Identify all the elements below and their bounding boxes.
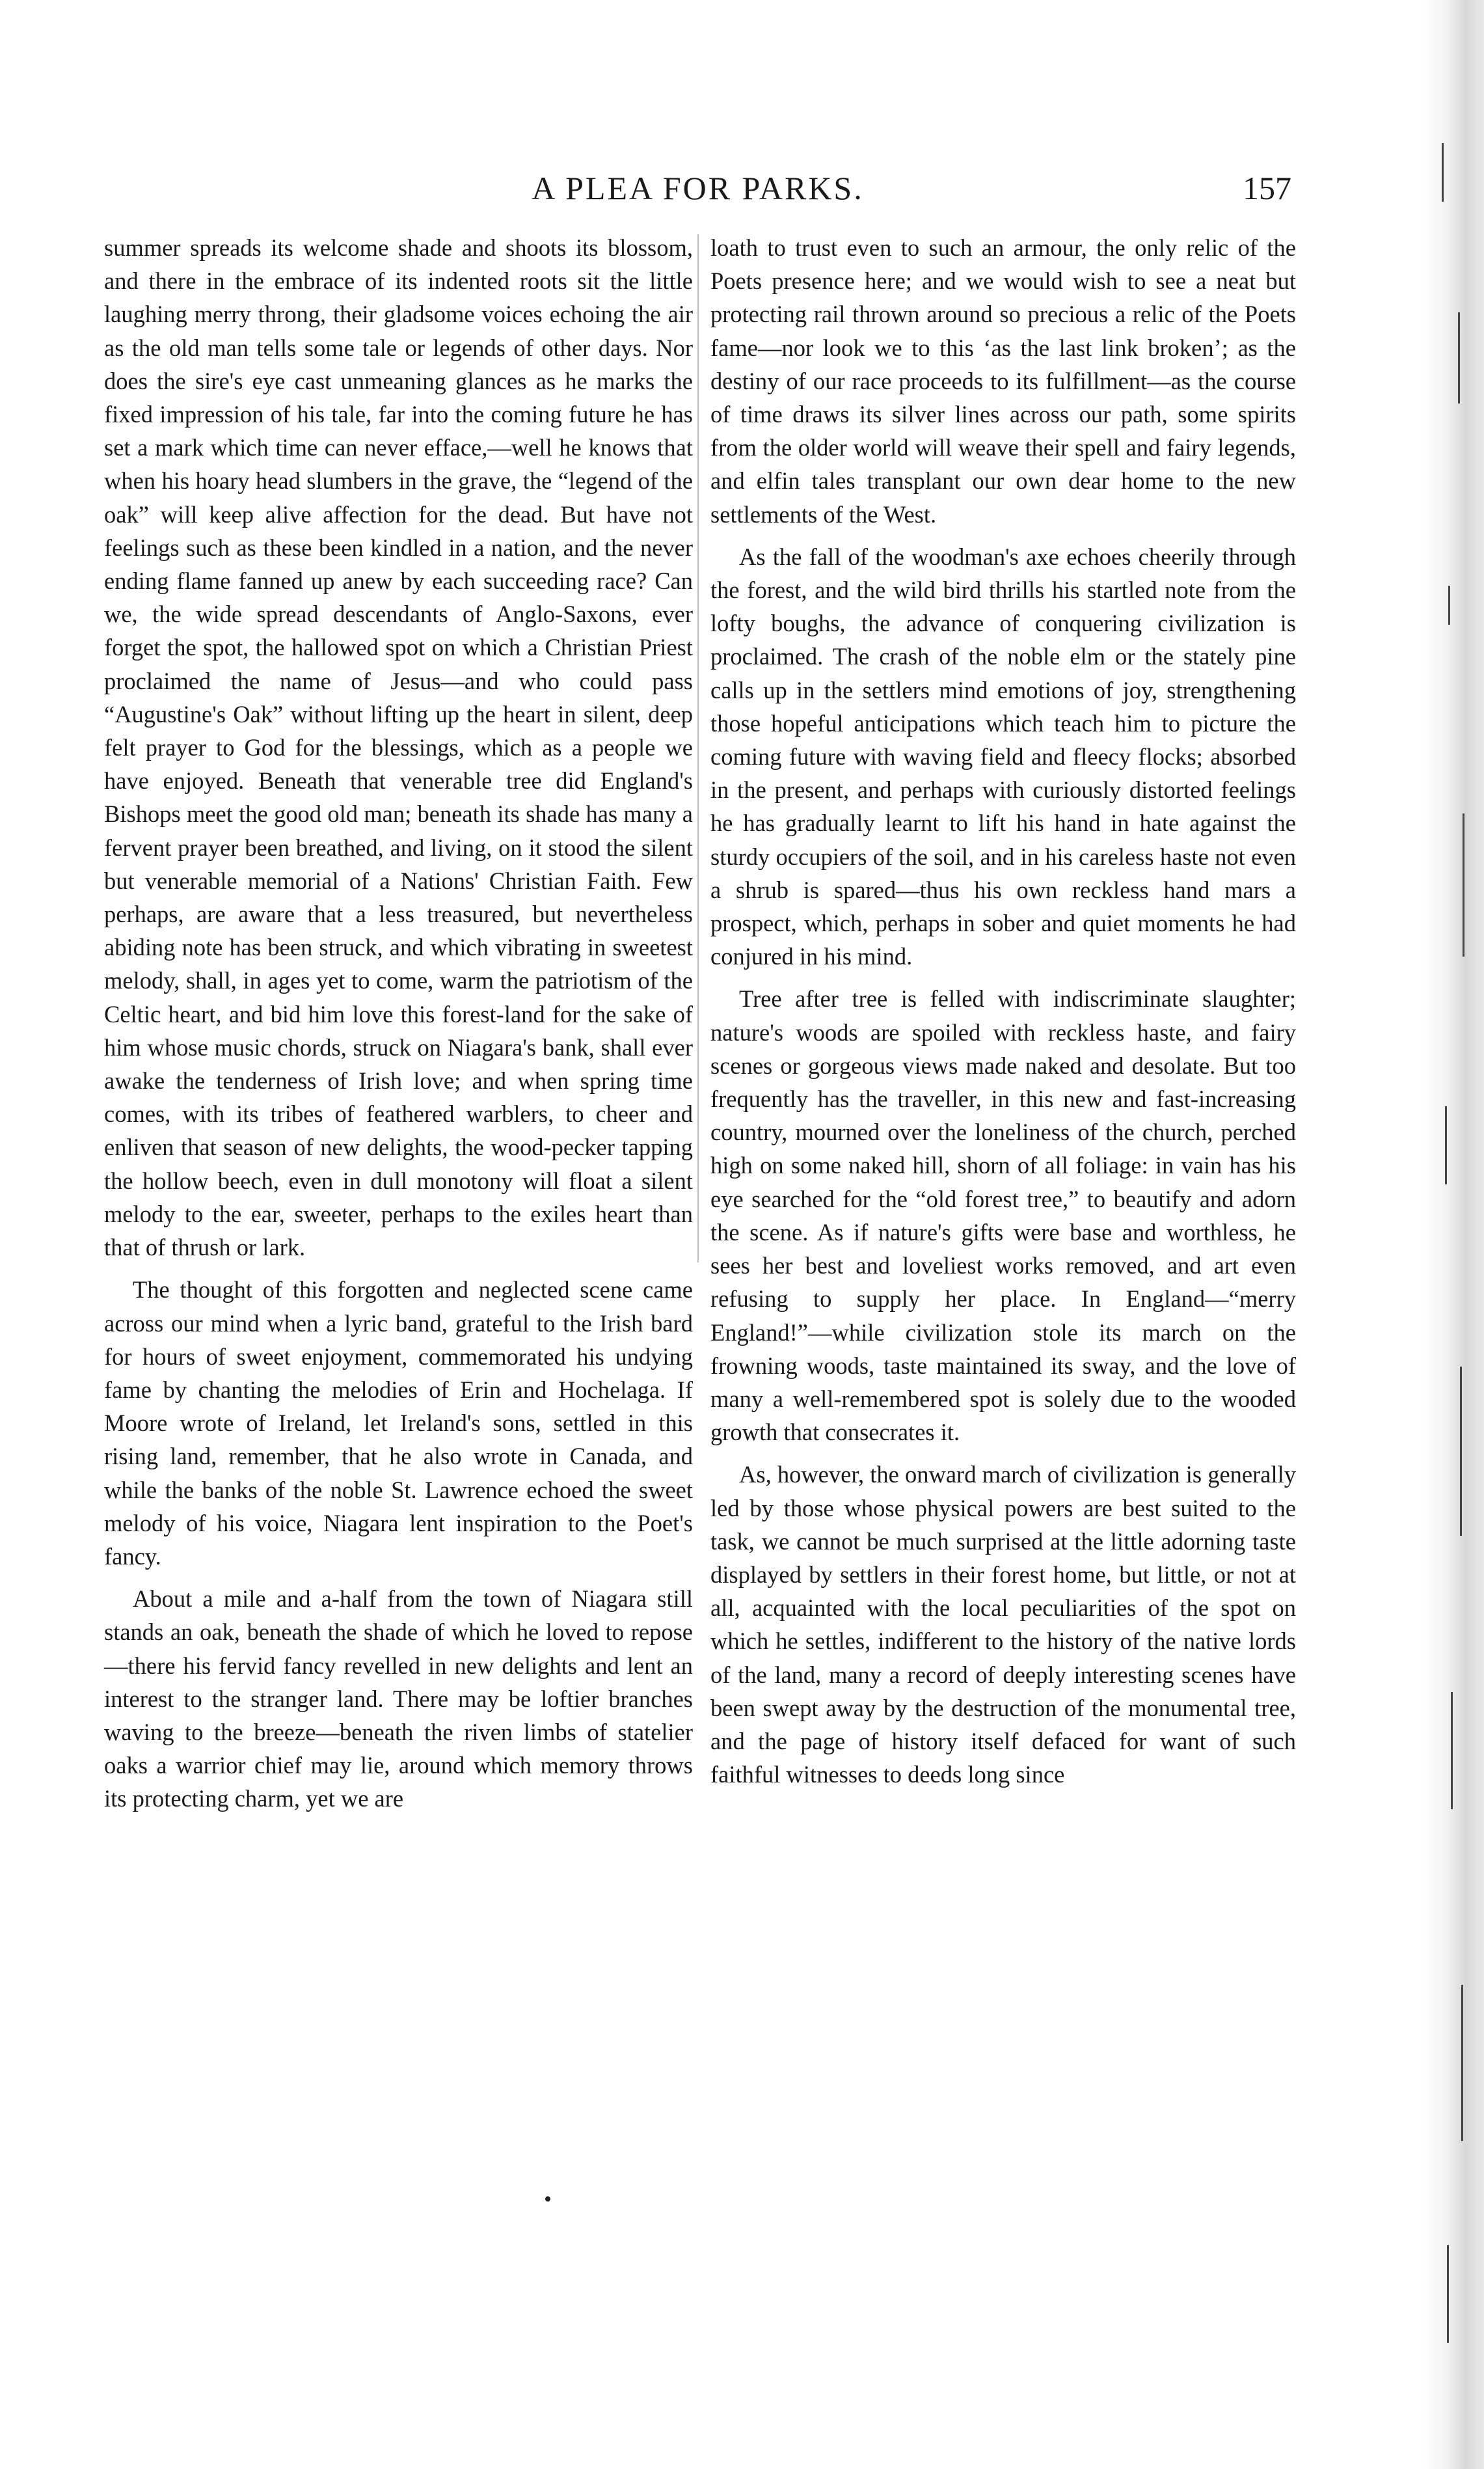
binding-edge: [1422, 0, 1484, 2469]
column-divider: [697, 234, 699, 1262]
paragraph: summer spreads its welcome shade and shoots its blossom, and there in the embrace of its indented roots sit the little laughing merry throng, their gladsome voices echoing the air as the old man tells some tale or legends of other days. Nor does the sire's eye cast unmeaning glances as he marks the fixed impression of his tale, far into the coming future he has set a mark which time can never efface,—well he knows that when his hoary head slumbers in the grave, the “legend of the oak” will keep alive affection for the dead. But have not feelings such as these been kindled in a nation, and the never ending flame fanned up anew by each succeeding race? Can we, the wide spread descendants of Anglo-Saxons, ever forget the spot, the hallowed spot on which a Christian Priest proclaimed the name of Jesus—and who could pass “Augustine's Oak” without lifting up the heart in silent, deep felt prayer to God for the blessings, which as a people we have enjoyed. Beneath that venerable tree did England's Bishops meet the good old man; beneath its shade has many a fervent prayer been breathed, and living, on it stood the silent but venerable memorial of a Nations' Christian Faith. Few perhaps, are aware that a less treasured, but nevertheless abiding note has been struck, and which vibrating in sweetest melody, shall, in ages yet to come, warm the patriotism of the Celtic heart, and bid him love this forest-land for the sake of him whose music chords, struck on Niagara's bank, shall ever awake the tenderness of Irish love; and when spring time comes, with its tribes of feathered warblers, to cheer and enliven that season of new delights, the wood-pecker tapping the hollow beech, even in dull monotony will float a silent melody to the ear, sweeter, perhaps to the exiles heart than that of thrush or lark.: [104, 234, 693, 1261]
page-number: 157: [1243, 170, 1291, 206]
paragraph: The thought of this forgotten and neglected scene came across our mind when a lyric band, grateful to the Irish bard for hours of sweet enjoyment, commemorated his undying fame by chanting the melodies of Erin and Hochelaga. If Moore wrote of Ireland, let Ireland's sons, settled in this rising land, remember, that he also wrote in Canada, and while the banks of the noble St. Lawrence echoed the sweet melody of his voice, Niagara lent inspiration to the Poet's fancy.: [104, 1276, 693, 1570]
left-column: [104, 231, 693, 1825]
right-column: [710, 231, 1296, 1800]
paragraph: loath to trust even to such an armour, the only relic of the Poets presence here; and we would wish to see a neat but protecting rail thrown around so precious a relic of the Poets fame—nor look we to this ‘as the last link broken’; as the destiny of our race proceeds to its fulfillment—as the course of time draws its silver lines across our path, some spirits from the older world will weave their spell and fairy legends, and elfin tales transplant our own dear home to the new settlements of the West.: [710, 234, 1296, 528]
paragraph: As, however, the onward march of civilization is generally led by those whose physical powers are best suited to the task, we cannot be much surprised at the little adorning taste displayed by settlers in their forest home, but little, or not at all, acquainted with the local peculiarities of the spot on which he settles, indifferent to the history of the native lords of the land, many a record of deeply interesting scenes have been swept away by the destruction of the monumental tree, and the page of history itself defaced for want of such faithful witnesses to deeds long since: [710, 1461, 1297, 1788]
paragraph: Tree after tree is felled with indiscriminate slaughter; nature's woods are spoiled with reckless haste, and fairy scenes or gorgeous views made naked and desolate. But too frequently has the traveller, in this new and fast-increasing country, mourned over the loneliness of the church, perched high on some naked hill, shorn of all foliage: in vain has his eye searched for the “old forest tree,” to beautify and adorn the scene. As if nature's gifts were base and worthless, he sees her best and loveliest works removed, and art even refusing to supply her place. In England—“merry England!”—while civilization stole its march on the frowning woods, taste maintained its sway, and the love of many a well-remembered spot is solely due to the wooded growth that consecrates it.: [710, 985, 1296, 1446]
running-head: [104, 163, 1291, 215]
running-title: A PLEA FOR PARKS.: [532, 170, 864, 206]
paragraph: As the fall of the woodman's axe echoes cheerily through the forest, and the wild bird thrills his startled note from the lofty boughs, the advance of conquering civilization is proclaimed. The crash of the noble elm or the stately pine calls up in the settlers mind emotions of joy, strengthening those hopeful anticipations which teach him to picture the coming future with waving field and fleecy flocks; absorbed in the present, and perhaps with curiously distorted feelings he has gradually learnt to lift his hand in hate against the sturdy occupiers of the soil, and in his careless haste not even a shrub is spared—thus his own reckless hand mars a prospect, which, perhaps in sober and quiet moments he had conjured in his mind.: [710, 543, 1296, 970]
paragraph: About a mile and a-half from the town of Niagara still stands an oak, beneath the shade of which he loved to repose—there his fervid fancy revelled in new delights and lent an interest to the stranger land. There may be loftier branches waving to the breeze—beneath the riven limbs of statelier oaks a warrior chief may lie, around which memory throws its protecting charm, yet we are: [104, 1585, 693, 1812]
ink-speck: [545, 2196, 550, 2202]
